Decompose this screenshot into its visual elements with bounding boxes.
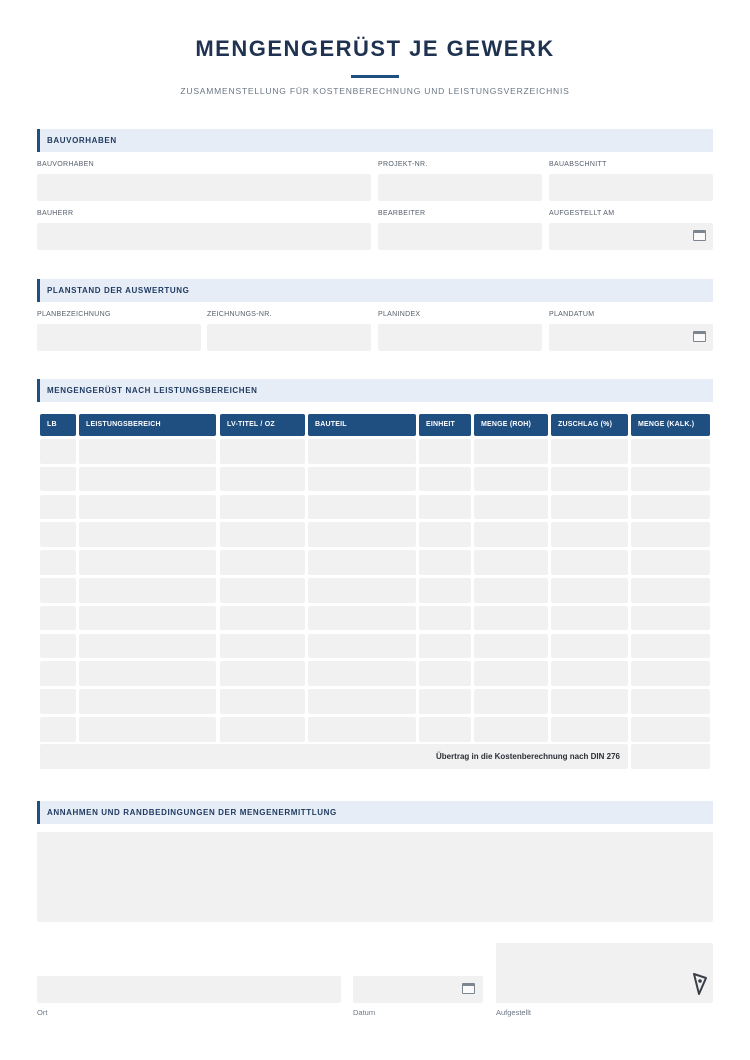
- table-cell[interactable]: [308, 522, 416, 547]
- table-cell[interactable]: [419, 689, 471, 714]
- table-cell[interactable]: [419, 606, 471, 631]
- table-cell[interactable]: [551, 439, 628, 464]
- summary-label: Übertrag in die Kostenberechnung nach DIN 276: [435, 752, 620, 761]
- table-cell[interactable]: [474, 661, 548, 686]
- table-cell[interactable]: [551, 578, 628, 603]
- column-header: LV-TITEL / OZ: [220, 414, 305, 436]
- table-cell[interactable]: [79, 578, 216, 603]
- plandatum-field[interactable]: [549, 324, 713, 351]
- table-cell[interactable]: [474, 606, 548, 631]
- label-bearbeiter: BEARBEITER: [378, 210, 426, 217]
- table-cell[interactable]: [220, 606, 305, 631]
- table-cell[interactable]: [40, 689, 76, 714]
- table-cell[interactable]: [79, 522, 216, 547]
- table-cell[interactable]: [308, 578, 416, 603]
- table-cell[interactable]: [40, 467, 76, 492]
- table-cell[interactable]: [474, 495, 548, 520]
- table-cell[interactable]: [631, 467, 710, 492]
- table-cell[interactable]: [220, 550, 305, 575]
- table-cell[interactable]: [419, 522, 471, 547]
- page-title: MENGENGERÜST JE GEWERK: [195, 36, 555, 61]
- table-cell[interactable]: [308, 439, 416, 464]
- label-zeichnungs-nr: ZEICHNUNGS-NR.: [207, 311, 272, 318]
- aufgestellt-label: Aufgestellt: [496, 1008, 532, 1017]
- table-cell[interactable]: [79, 717, 216, 742]
- label-projekt-nr: PROJEKT-NR.: [378, 161, 428, 168]
- table-cell[interactable]: [551, 689, 628, 714]
- column-header: LB: [40, 414, 76, 436]
- table-cell[interactable]: [220, 717, 305, 742]
- table-cell[interactable]: [308, 467, 416, 492]
- table-cell[interactable]: [419, 661, 471, 686]
- table-cell[interactable]: [220, 578, 305, 603]
- table-cell[interactable]: [40, 606, 76, 631]
- table-cell[interactable]: [40, 439, 76, 464]
- zeichnungs-nr-field[interactable]: [207, 324, 371, 351]
- summary-value-field[interactable]: [631, 744, 710, 769]
- table-cell[interactable]: [631, 634, 710, 659]
- table-cell[interactable]: [220, 495, 305, 520]
- table-cell[interactable]: [419, 578, 471, 603]
- pen-nib-icon: [692, 972, 708, 996]
- table-cell[interactable]: [220, 522, 305, 547]
- label-plandatum: PLANDATUM: [549, 311, 595, 318]
- table-cell[interactable]: [308, 606, 416, 631]
- table-cell[interactable]: [551, 606, 628, 631]
- table-cell[interactable]: [631, 439, 710, 464]
- table-cell[interactable]: [308, 661, 416, 686]
- table-cell[interactable]: [40, 495, 76, 520]
- table-cell[interactable]: [308, 495, 416, 520]
- calendar-icon[interactable]: [693, 331, 706, 342]
- table-cell[interactable]: [631, 550, 710, 575]
- column-header: ZUSCHLAG (%): [551, 414, 628, 436]
- calendar-icon[interactable]: [693, 230, 706, 241]
- table-cell[interactable]: [419, 717, 471, 742]
- title-underline: [351, 75, 399, 78]
- section-heading-mengengeruest: MENGENGERÜST NACH LEISTUNGSBEREICHEN: [37, 379, 713, 402]
- table-cell[interactable]: [79, 661, 216, 686]
- label-planindex: PLANINDEX: [378, 311, 421, 318]
- projekt-nr-field[interactable]: [378, 174, 542, 201]
- table-cell[interactable]: [551, 522, 628, 547]
- table-cell[interactable]: [79, 467, 216, 492]
- table-cell[interactable]: [419, 550, 471, 575]
- table-cell[interactable]: [474, 717, 548, 742]
- table-cell[interactable]: [551, 467, 628, 492]
- table-cell[interactable]: [631, 661, 710, 686]
- table-cell[interactable]: [631, 606, 710, 631]
- table-cell[interactable]: [551, 717, 628, 742]
- table-cell[interactable]: [474, 522, 548, 547]
- section-heading-bauvorhaben: BAUVORHABEN: [37, 129, 713, 152]
- section-heading-planstand: PLANSTAND DER AUSWERTUNG: [37, 279, 713, 302]
- table-cell[interactable]: [474, 689, 548, 714]
- planindex-field[interactable]: [378, 324, 542, 351]
- table-cell[interactable]: [79, 606, 216, 631]
- table-cell[interactable]: [631, 522, 710, 547]
- table-cell[interactable]: [308, 717, 416, 742]
- bauvorhaben-field[interactable]: [37, 174, 371, 201]
- signature-field[interactable]: [496, 943, 713, 1003]
- table-cell[interactable]: [79, 495, 216, 520]
- calendar-icon[interactable]: [462, 983, 475, 994]
- bauherr-field[interactable]: [37, 223, 371, 250]
- bearbeiter-field[interactable]: [378, 223, 542, 250]
- planbezeichnung-field[interactable]: [37, 324, 201, 351]
- label-bauvorhaben: BAUVORHABEN: [37, 161, 94, 168]
- label-planbezeichnung: PLANBEZEICHNUNG: [37, 311, 111, 318]
- table-cell[interactable]: [631, 717, 710, 742]
- aufgestellt-am-field[interactable]: [549, 223, 713, 250]
- table-cell[interactable]: [40, 634, 76, 659]
- table-cell[interactable]: [308, 550, 416, 575]
- table-cell[interactable]: [551, 495, 628, 520]
- table-cell[interactable]: [419, 467, 471, 492]
- table-cell[interactable]: [220, 689, 305, 714]
- table-cell[interactable]: [40, 717, 76, 742]
- table-cell[interactable]: [220, 439, 305, 464]
- table-cell[interactable]: [631, 578, 710, 603]
- table-cell[interactable]: [308, 689, 416, 714]
- table-cell[interactable]: [220, 634, 305, 659]
- table-cell[interactable]: [474, 578, 548, 603]
- datum-label: Datum: [353, 1008, 376, 1017]
- table-cell[interactable]: [551, 550, 628, 575]
- table-cell[interactable]: [474, 634, 548, 659]
- table-cell[interactable]: [220, 467, 305, 492]
- table-cell[interactable]: [40, 550, 76, 575]
- table-cell[interactable]: [40, 578, 76, 603]
- table-cell[interactable]: [474, 550, 548, 575]
- annahmen-textarea[interactable]: [37, 832, 713, 922]
- table-cell[interactable]: [631, 689, 710, 714]
- table-cell[interactable]: [474, 467, 548, 492]
- table-cell[interactable]: [40, 522, 76, 547]
- table-cell[interactable]: [79, 550, 216, 575]
- table-cell[interactable]: [551, 661, 628, 686]
- column-header: MENGE (KALK.): [631, 414, 710, 436]
- label-aufgestellt-am: AUFGESTELLT AM: [549, 210, 615, 217]
- table-cell[interactable]: [308, 634, 416, 659]
- ort-field[interactable]: [37, 976, 341, 1003]
- table-cell[interactable]: [474, 439, 548, 464]
- table-cell[interactable]: [40, 661, 76, 686]
- table-cell[interactable]: [419, 495, 471, 520]
- table-cell[interactable]: [220, 661, 305, 686]
- table-cell[interactable]: [79, 439, 216, 464]
- column-header: LEISTUNGSBEREICH: [79, 414, 216, 436]
- section-heading-annahmen: ANNAHMEN UND RANDBEDINGUNGEN DER MENGENERMITTLUNG: [37, 801, 713, 824]
- page-subtitle: ZUSAMMENSTELLUNG FÜR KOSTENBERECHNUNG UND LEISTUNGSVERZEICHNIS: [180, 86, 570, 96]
- label-bauherr: BAUHERR: [37, 210, 74, 217]
- column-header: EINHEIT: [419, 414, 471, 436]
- table-cell[interactable]: [419, 439, 471, 464]
- label-bauabschnitt: BAUABSCHNITT: [549, 161, 607, 168]
- table-cell[interactable]: [631, 495, 710, 520]
- table-cell[interactable]: [419, 634, 471, 659]
- column-header: MENGE (ROH): [474, 414, 548, 436]
- table-cell[interactable]: [79, 689, 216, 714]
- bauabschnitt-field[interactable]: [549, 174, 713, 201]
- ort-label: Ort: [37, 1008, 48, 1017]
- table-cell[interactable]: [551, 634, 628, 659]
- table-cell[interactable]: [79, 634, 216, 659]
- column-header: BAUTEIL: [308, 414, 416, 436]
